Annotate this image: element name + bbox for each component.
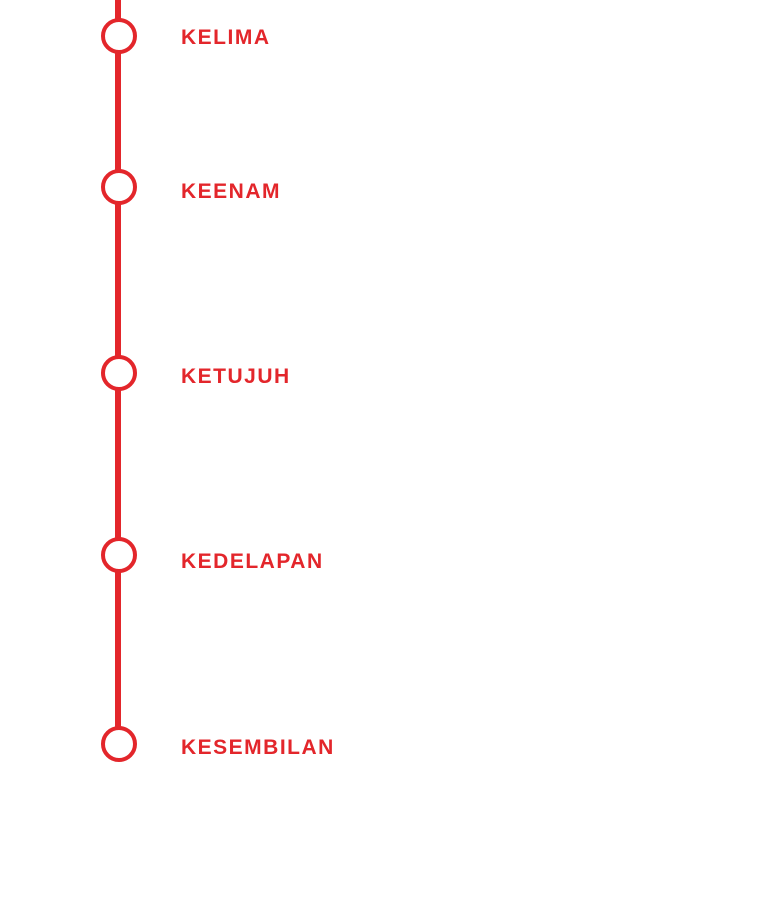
timeline-item-label: KELIMA [181,26,271,49]
timeline-node-circle-icon [101,355,137,391]
timeline-node-circle-icon [101,18,137,54]
timeline-item-label: KEDELAPAN [181,550,324,573]
timeline-node-circle-icon [101,726,137,762]
timeline-item-label: KESEMBILAN [181,736,335,759]
timeline-node-circle-icon [101,169,137,205]
timeline-item-label: KEENAM [181,180,282,203]
timeline-node-circle-icon [101,537,137,573]
timeline-item-label: KETUJUH [181,365,291,388]
